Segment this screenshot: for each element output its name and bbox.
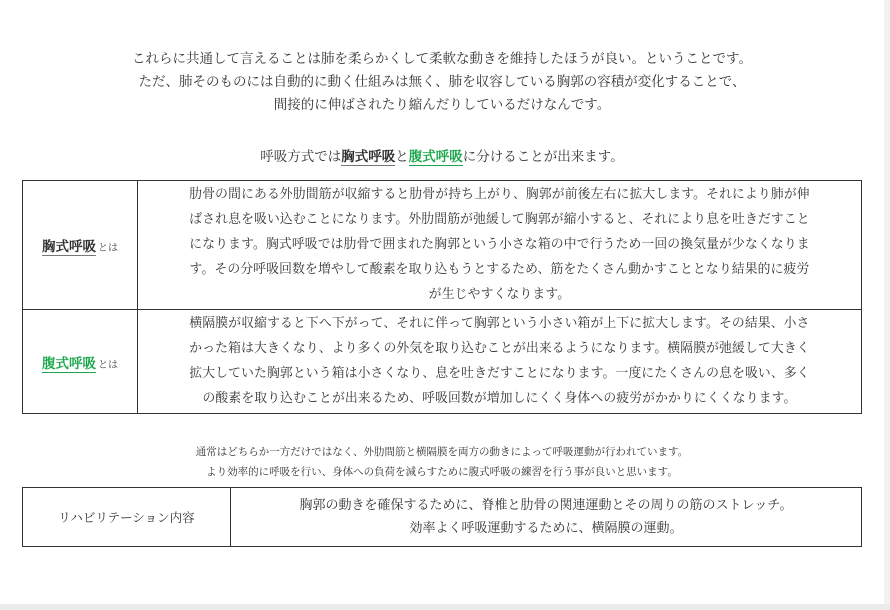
breathing-note — [0, 442, 884, 482]
rehab-line: 胸郭の動きを確保するために、脊椎と肋骨の関連運動とその周りの筋のストレッチ。 — [299, 498, 793, 513]
label-suffix: とは — [98, 243, 118, 254]
rehab-line: 効率よく呼吸運動するために、横隔膜の運動。 — [409, 521, 683, 536]
description-line: の酸素を取り込むことが出来るため、呼吸回数が増加しにくく身体への疲労がかかりにくくなります。 — [202, 391, 797, 406]
note-line: 通常はどちらか一方だけではなく、外肋間筋と横隔膜を両方の動きによって呼吸運動が行われています。 — [195, 446, 689, 458]
methods-suffix: に分けることが出来ます。 — [462, 149, 624, 165]
breathing-comparison-table — [22, 180, 862, 414]
description-line: 横隔膜が収縮すると下へ下がって、それに伴って胸郭という小さい箱が上下に拡大します。その結果、小さ — [189, 316, 810, 331]
row-label-cell — [23, 310, 138, 414]
abdominal-breathing-description — [138, 310, 862, 414]
intro-line: 間接的に伸ばされたり縮んだりしているだけなんです。 — [273, 97, 611, 113]
rehab-label: リハビリテーション内容 — [23, 488, 231, 547]
rehab-row — [23, 488, 862, 547]
page-edge-bottom — [0, 604, 890, 610]
page-edge-right — [884, 0, 890, 610]
table-row-abdominal — [23, 310, 862, 414]
intro-line: ただ、肺そのものには自動的に動く仕組みは無く、肺を収容している胸郭の容積が変化することで、 — [138, 74, 746, 90]
table-row-chest — [23, 181, 862, 310]
abdominal-breathing-label: 腹式呼吸 — [42, 355, 96, 372]
chest-breathing-description — [138, 181, 862, 310]
methods-prefix: 呼吸方式では — [260, 149, 342, 165]
chest-breathing-label: 胸式呼吸 — [42, 239, 96, 255]
intro-paragraph — [0, 48, 884, 117]
intro-line: これらに共通して言えることは肺を柔らかくして柔軟な動きを維持したほうが良い。ということです。 — [132, 51, 752, 67]
description-line: になります。胸式呼吸では肋骨で囲まれた胸郭という小さな箱の中で行うため一回の換気量が少なくなりま — [189, 237, 810, 252]
description-line: 肋骨の間にある外肋間筋が収縮すると肋骨が持ち上がり、胸郭が前後左右に拡大します。それにより肺が伸 — [189, 187, 810, 202]
rehab-description — [231, 488, 862, 547]
rehabilitation-table — [22, 487, 862, 547]
note-line: より効率的に呼吸を行い、身体への負荷を減らすために腹式呼吸の練習を行う事が良いと思います。 — [206, 466, 678, 478]
description-line: 拡大していた胸郭という箱は小さくなり、息を吐きだすことになります。一度にたくさんの息を吸い、多く — [189, 366, 810, 381]
chest-breathing-term: 胸式呼吸 — [341, 149, 396, 165]
description-line: ばされ息を吸い込むことになります。外肋間筋が弛緩して胸郭が縮小すると、それにより息を吐きだすこと — [189, 212, 810, 227]
description-line: かった箱は大きくなり、より多くの外気を取り込むことが出来るようになります。横隔膜が弛緩して大きく — [189, 341, 810, 356]
breathing-methods-sentence — [0, 146, 884, 168]
row-label-cell — [23, 181, 138, 310]
description-line: す。その分呼吸回数を増やして酸素を取り込もうとするため、筋をたくさん動かすこととなり結果的に疲労 — [189, 262, 810, 277]
methods-middle: と — [395, 149, 409, 165]
label-suffix: とは — [98, 359, 118, 371]
description-line: が生じやすくなります。 — [428, 287, 571, 302]
abdominal-breathing-term: 腹式呼吸 — [408, 149, 463, 165]
